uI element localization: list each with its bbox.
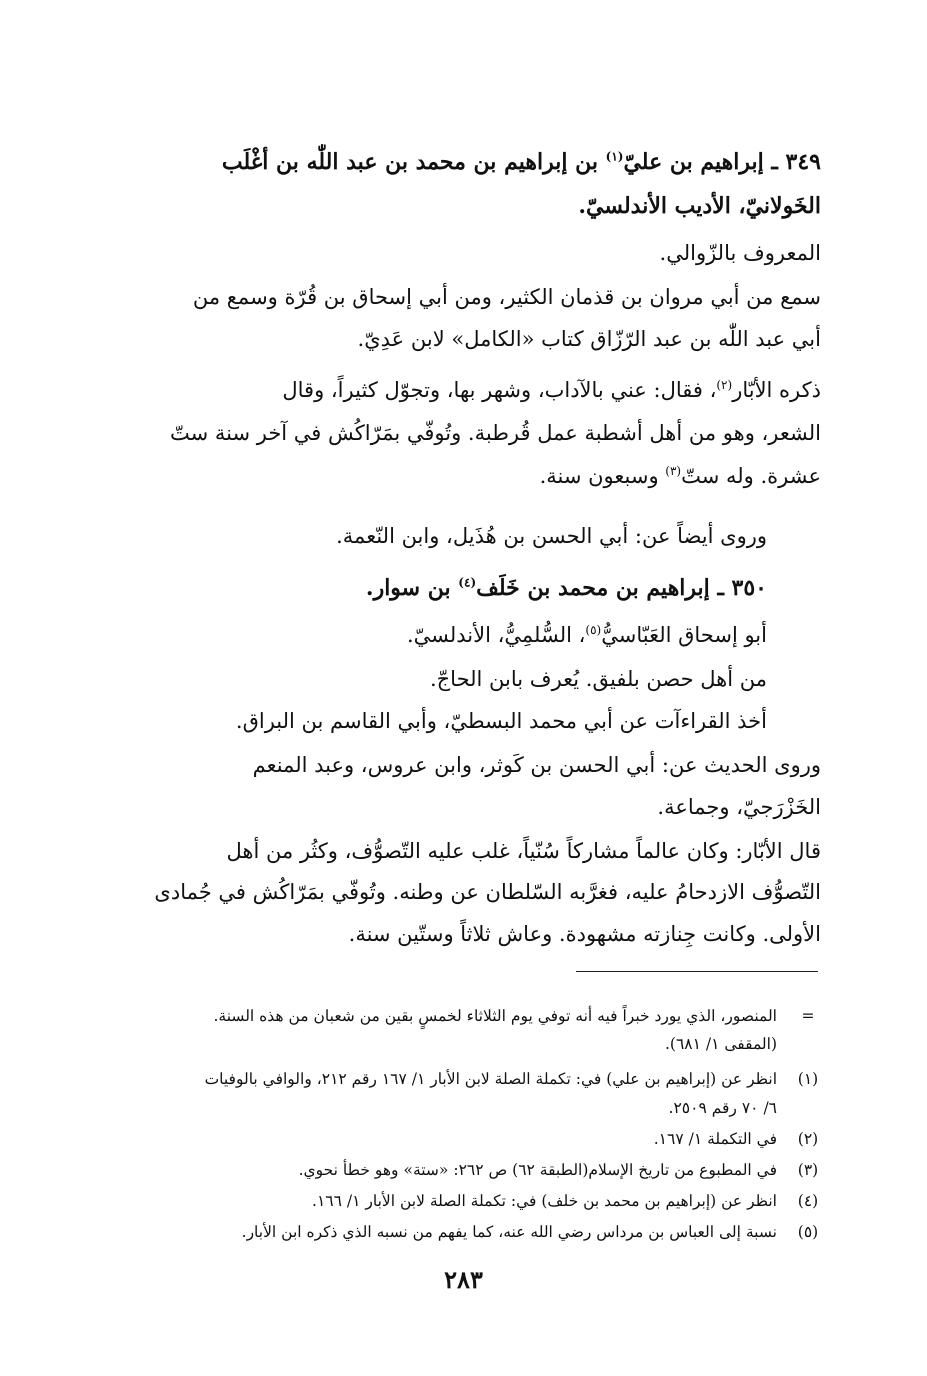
entry-349-mention-b: ، فقال: عني بالآداب، وشهر بها، وتجوّل كثيراً، وقال	[282, 378, 717, 402]
footnote-ref-5: (٥)	[585, 623, 602, 637]
entry-350-hadith-cont: الخَزْرَجيّ، وجماعة.	[657, 795, 821, 819]
footnote-ref-1: (١)	[605, 149, 624, 164]
footnote-3-number: (٣)	[797, 1161, 819, 1179]
entry-350-kunya-a: أبو إسحاق العَبّاسيُّ	[601, 623, 767, 647]
footnote-1-line2: ٦/ ٧٠ رقم ٢٥٠٩.	[668, 1099, 777, 1117]
entry-350-readings: أخذ القراءآت عن أبي محمد البسطيّ، وأبي القاسم بن البراق.	[235, 709, 767, 733]
footnote-2-text: في التكملة ١/ ١٦٧.	[653, 1130, 777, 1148]
entry-349-line-age	[540, 461, 821, 491]
footnote-1-number: (١)	[797, 1070, 819, 1088]
entry-349-head-part2: بن إبراهيم بن محمد بن عبد اللّٰه بن أغْلَب	[221, 149, 606, 175]
footnote-4-text: انظر عن (إبراهيم بن محمد بن خلف) في: تكملة الصلة لابن الأبار ١/ ١٦٦.	[312, 1192, 777, 1210]
entry-350-kunya-b: ، السُّلمِيُّ، الأندلسيّ.	[406, 623, 586, 647]
footnote-5-number: (٥)	[797, 1223, 819, 1241]
entry-349-heading	[222, 147, 821, 177]
footnote-1-line1: انظر عن (إبراهيم بن علي) في: تكملة الصلة لابن الأبار ١/ ١٦٧ رقم ٢١٢، والوافي بالوفيات	[204, 1070, 777, 1088]
footnote-4-number: (٤)	[797, 1192, 819, 1210]
entry-349-line-heard: سمع من أبي مروان بن قذمان الكثير، ومن أبي إسحاق بن قُرّة وسمع من	[192, 285, 821, 309]
footnote-continuation-mark: =	[801, 1007, 815, 1025]
footnote-ref-4: (٤)	[458, 575, 477, 590]
page-number: ٢٨٣	[444, 1265, 483, 1294]
entry-349-line-mention	[282, 375, 821, 405]
footnote-2-number: (٢)	[797, 1130, 819, 1148]
footnote-continuation-line2: (المقفى ١/ ٦٨١).	[664, 1035, 777, 1053]
footnote-5-text: نسبة إلى العباس بن مرداس رضي الله عنه، كما يفهم من نسبه الذي ذكره ابن الأبار.	[241, 1223, 777, 1241]
entry-349-line-poetry: الشعر، وهو من أهل أشطبة عمل قُرطبة. وتُوفّي بمَرّاكُش في آخر سنة ستّ	[169, 421, 821, 445]
entry-349-age-b: وسبعون سنة.	[539, 464, 666, 488]
entry-350-heading	[366, 573, 767, 603]
entry-349-line-also: وروى أيضاً عن: أبي الحسن بن هُذَيل، وابن النّعمة.	[336, 524, 767, 548]
entry-350-said: قال الأبّار: وكان عالماً مشاركاً سُنّياً، غلب عليه التّصوُّف، وكثُر من أهل	[226, 839, 821, 863]
entry-350-hadith: وروى الحديث عن: أبي الحسن بن كَوثر، وابن عروس، وعبد المنعم	[252, 753, 821, 777]
footnote-3-text: في المطبوع من تاريخ الإسلام(الطبقة ٦٢) ص ٢٦٢: «ستة» وهو خطأ نحوي.	[298, 1161, 777, 1179]
footnote-ref-3: (٣)	[665, 464, 682, 478]
entry-349-line-kamil: أبي عبد اللّٰه بن عبد الرّزّاق كتاب «الكامل» لابن عَدِيّ.	[357, 327, 821, 351]
footnote-separator	[576, 971, 818, 972]
entry-350-head-part2: بن سوار.	[365, 575, 459, 601]
entry-349-age-a: عشرة. وله ستّ	[681, 464, 821, 488]
entry-349-mention-a: ذكره الأبّار	[732, 378, 821, 402]
entry-350-head-part1: ٣٥٠ ـ إبراهيم بن محمد بن خَلَف	[476, 575, 767, 601]
entry-350-sufism: التّصوُّف الازدحامُ عليه، فغرَّبه السّلطان عن وطنه. وتُوفّي بمَرّاكُش في جُمادى	[154, 880, 821, 904]
entry-350-death: الأولى. وكانت جِنازته مشهودة. وعاش ثلاثاً وستّين سنة.	[348, 922, 821, 946]
entry-350-kunya	[407, 620, 767, 650]
footnote-ref-2: (٢)	[716, 378, 733, 392]
entry-349-nisba: الخَولانيّ، الأديب الأندلسيّ.	[578, 193, 821, 219]
entry-350-origin: من أهل حصن بلفيق. يُعرف بابن الحاجّ.	[429, 667, 767, 691]
footnote-continuation-line1: المنصور، الذي يورد خبراً فيه أنه توفي يوم الثلاثاء لخمسٍ بقين من شعبان من هذه السنة.	[213, 1007, 777, 1025]
entry-349-head-part1: ٣٤٩ ـ إبراهيم بن عليّ	[623, 149, 821, 175]
entry-349-known-as: المعروف بالزّوالي.	[659, 241, 821, 265]
